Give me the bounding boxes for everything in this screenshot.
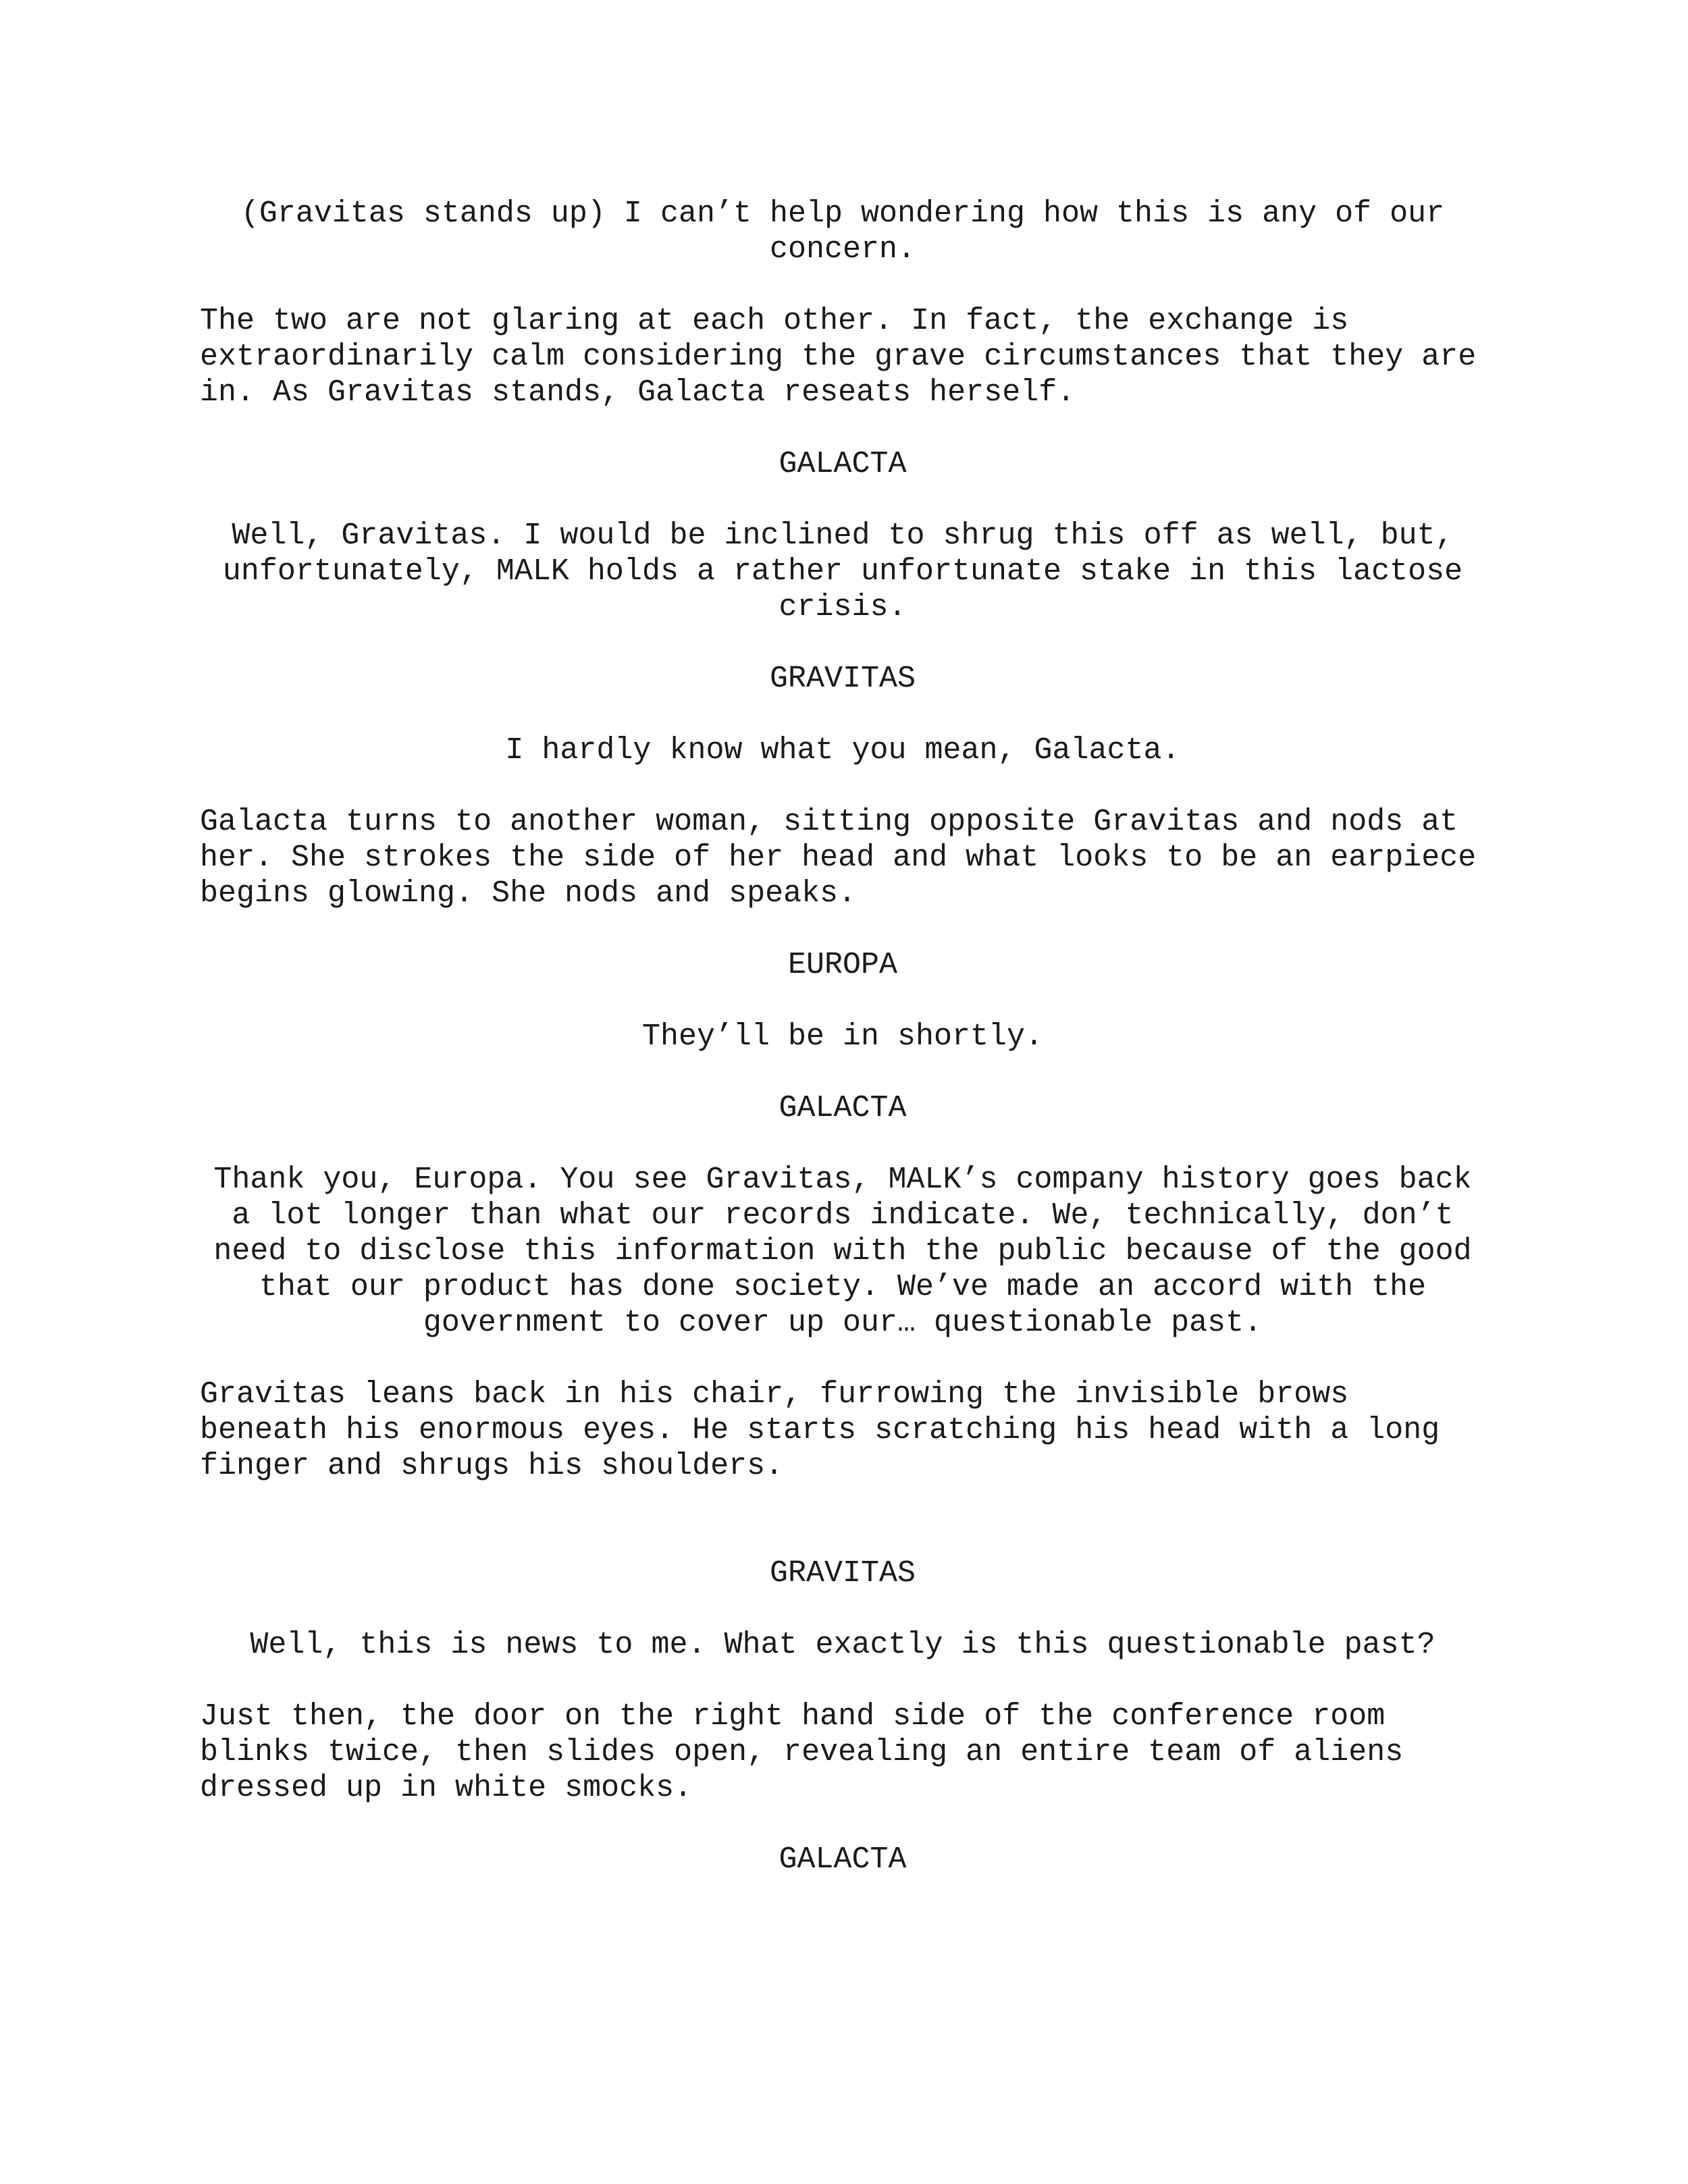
script-line: a lot longer than what our records indicate. We, technically, don’t <box>232 1198 1454 1233</box>
dialogue-block <box>200 1019 1485 1055</box>
script-line: crisis. <box>779 590 907 624</box>
character-name <box>200 446 1485 482</box>
script-line: extraordinarily calm considering the grave circumstances that they are <box>200 340 1477 374</box>
script-line: GALACTA <box>779 1091 907 1125</box>
script-line: Well, this is news to me. What exactly is this questionable past? <box>250 1628 1435 1662</box>
script-line: They’ll be in shortly. <box>641 1019 1044 1054</box>
character-name <box>200 1842 1485 1877</box>
dialogue-block <box>200 1162 1485 1341</box>
script-line: finger and shrugs his shoulders. <box>200 1449 784 1483</box>
script-line: (Gravitas stands up) I can’t help wondering how this is any of our <box>240 196 1445 231</box>
script-line: concern. <box>769 232 916 267</box>
dialogue-block <box>200 518 1485 625</box>
character-name <box>200 661 1485 697</box>
script-line: beneath his enormous eyes. He starts scratching his head with a long <box>200 1413 1440 1447</box>
character-name <box>200 947 1485 983</box>
character-name <box>200 1555 1485 1591</box>
script-line: GALACTA <box>779 1842 907 1877</box>
dialogue-block <box>200 196 1485 267</box>
script-line: Just then, the door on the right hand side of the conference room <box>200 1699 1386 1734</box>
script-line: her. She strokes the side of her head and what looks to be an earpiece <box>200 841 1477 875</box>
dialogue-block <box>200 1627 1485 1663</box>
script-line: unfortunately, MALK holds a rather unfortunate stake in this lactose <box>222 554 1463 589</box>
blank-spacer <box>200 1520 1485 1555</box>
script-line: EUROPA <box>787 948 898 982</box>
script-line: dressed up in white smocks. <box>200 1771 693 1805</box>
script-line: GRAVITAS <box>769 662 916 696</box>
script-line: begins glowing. She nods and speaks. <box>200 876 857 911</box>
script-line: in. As Gravitas stands, Galacta reseats herself. <box>200 375 1076 410</box>
script-line: I hardly know what you mean, Galacta. <box>505 733 1180 768</box>
action-paragraph <box>200 1699 1485 1806</box>
script-line: government to cover up our… questionable past. <box>423 1306 1263 1340</box>
script-line: The two are not glaring at each other. In fact, the exchange is <box>200 304 1349 338</box>
script-line: GRAVITAS <box>769 1556 916 1591</box>
script-line: Galacta turns to another woman, sitting opposite Gravitas and nods at <box>200 805 1458 839</box>
action-paragraph <box>200 303 1485 410</box>
dialogue-block <box>200 733 1485 768</box>
action-paragraph <box>200 1377 1485 1484</box>
script-line: Thank you, Europa. You see Gravitas, MALK’s company history goes back <box>213 1163 1472 1197</box>
script-line: GALACTA <box>779 447 907 481</box>
script-line: blinks twice, then slides open, revealing an entire team of aliens <box>200 1735 1404 1769</box>
script-line: that our product has done society. We’ve made an accord with the <box>259 1270 1427 1304</box>
character-name <box>200 1090 1485 1126</box>
script-line: need to disclose this information with the public because of the good <box>213 1234 1472 1269</box>
screenplay-body <box>200 196 1485 1913</box>
action-paragraph <box>200 804 1485 911</box>
script-line: Gravitas leans back in his chair, furrowing the invisible brows <box>200 1377 1349 1412</box>
script-line: Well, Gravitas. I would be inclined to shrug this off as well, but, <box>232 518 1454 553</box>
